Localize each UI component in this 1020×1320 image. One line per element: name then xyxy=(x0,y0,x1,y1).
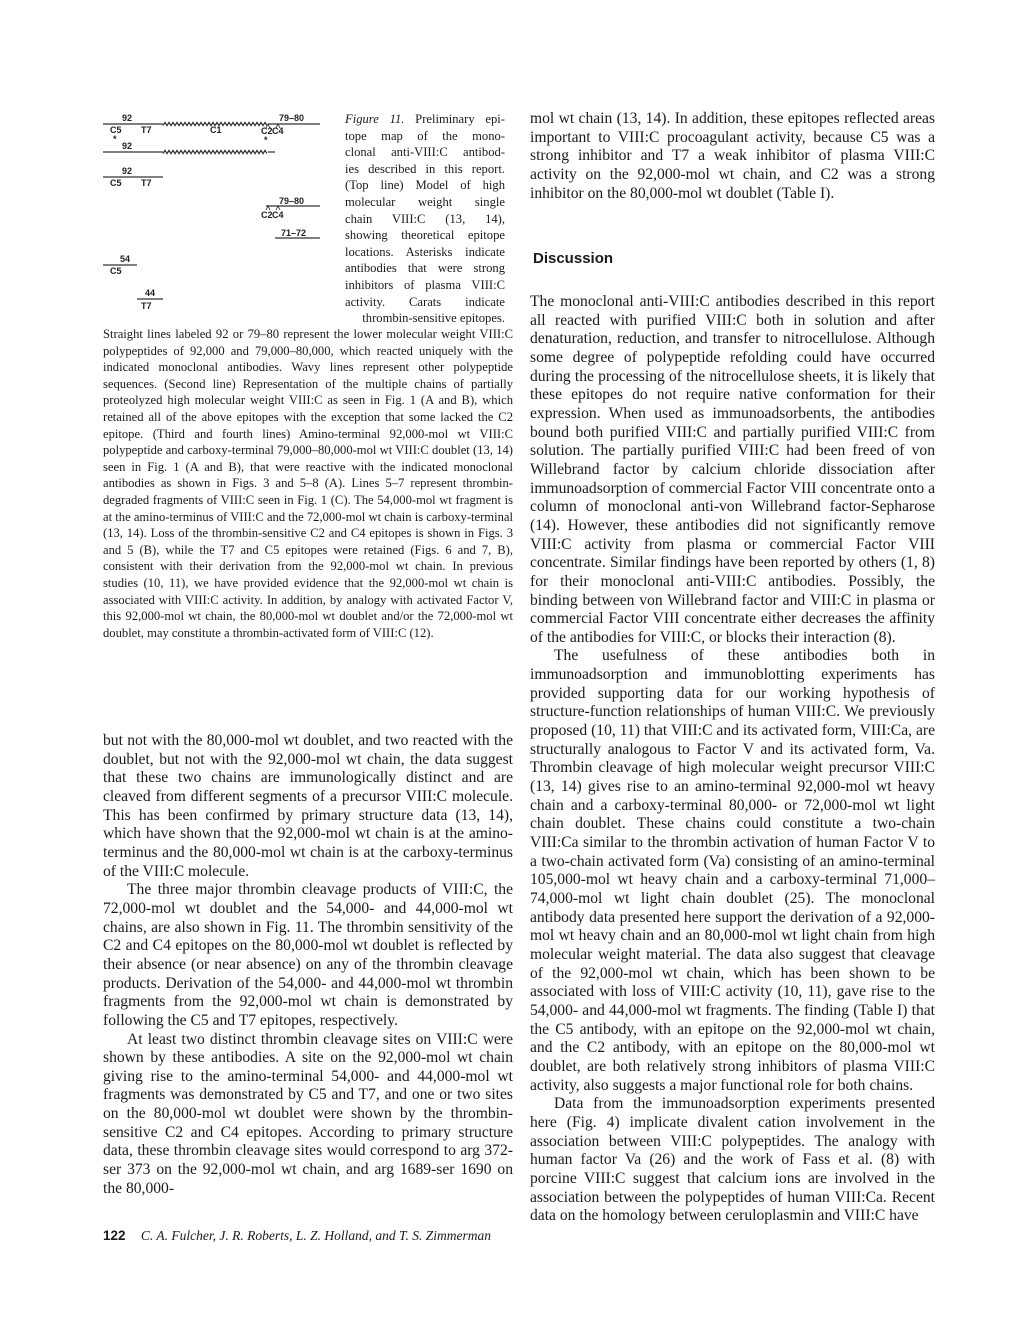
svg-text:C4: C4 xyxy=(272,210,284,220)
svg-text:C5: C5 xyxy=(110,178,122,188)
figure-caption-title: Figure 11. xyxy=(345,112,405,126)
svg-text:T7: T7 xyxy=(141,125,152,135)
section-heading-discussion: Discussion xyxy=(533,250,614,267)
page-footer xyxy=(103,1228,491,1244)
svg-text:C1: C1 xyxy=(210,125,222,135)
svg-text:79–80: 79–80 xyxy=(279,113,305,123)
paragraph: but not with the 80,000-mol wt doublet, and two reacted with the doublet, but not with the 92,000-mol wt chain, the data suggest that these two chains are immunologically distinct and are cleaved from different segments of a precursor VIII:C molecule. This has been confirmed by primary structure data (13, 14), which have shown that the 92,000-mol wt chain is at the amino-terminus and the 80,000-mol wt chain is at the carboxy-terminus of the VIII:C molecule. xyxy=(103,732,513,880)
paragraph: The monoclonal anti-VIII:C antibodies described in this report all reacted with purified VIII:C both in solution and after denaturation, reduction, and transfer to nitrocellulose. Although some degree of polypeptide refolding could have occurred during the processing of the nitrocellulose sheets, it is likely that these epitopes do not require native conformation for their expression. When used as immunoadsorbents, the antibodies bound both purified VIII:C and partially purified VIII:C from solution. The partially purified VIII:C had been freed of von Willebrand factor by calcium chloride dissociation after immunoadsorption of commercial Factor VIII concentrate onto a column of monoclonal anti-von Willebrand factor-Sepharose (14). However, these antibodies did not significantly remove VIII:C activity from plasma or commercial Factor VIII concentrate. Similar findings have been reported by others (1, 8) for their monoclonal anti-VIII:C antibodies. Possibly, the binding between von Willebrand factor and VIII:C in plasma or commercial Factor VIII concentrate either decreases the affinity of the antibodies for VIII:C, or blocks their interaction (8). xyxy=(530,293,935,646)
paragraph: At least two distinct thrombin cleavage sites on VIII:C were shown by these antibodies. A site on the 92,000-mol wt chain giving rise to the amino-terminal 54,000- and 44,000-mol wt fragments was demonstrated by C5 and T7, and one or two sites on the 80,000-mol wt doublet were shown by the thrombin-sensitive C2 and C4 epitopes. According to primary structure data, these thrombin cleavage sites would correspond to arg 372-ser 373 on the 92,000-mol wt chain, and arg 1689-ser 1690 on the 80,000- xyxy=(103,1030,513,1197)
right-column-top xyxy=(530,110,935,203)
svg-text:C5: C5 xyxy=(110,125,122,135)
svg-text:79–80: 79–80 xyxy=(279,196,305,206)
svg-text:T7: T7 xyxy=(141,178,152,188)
epitope-map-figure xyxy=(0,0,360,320)
paragraph: The three major thrombin cleavage products of VIII:C, the 72,000-mol wt doublet and the 54,000- and 44,000-mol wt chains, are also shown in Fig. 11. The thrombin sensitivity of the C2 and C4 epitopes on the 80,000-mol wt doublet is reflected by their absence (or near absence) on any of the thrombin cleavage products. Derivation of the 54,000- and 44,000-mol wt thrombin fragments from the 92,000-mol wt chain is demonstrated by following the C5 and T7 epitopes, respectively. xyxy=(103,881,513,1029)
svg-text:*: * xyxy=(113,134,117,144)
svg-text:C2: C2 xyxy=(261,126,273,136)
discussion-text xyxy=(530,293,935,1226)
left-column xyxy=(103,732,513,1198)
svg-text:71–72: 71–72 xyxy=(281,228,307,238)
paragraph: mol wt chain (13, 14). In addition, these epitopes reflected areas important to VIII:C procoagulant activity, because C5 was a strong inhibitor and T7 a weak inhibitor of plasma VIII:C activity on the 92,000-mol wt chain, and C2 was a strong inhibitor on the 80,000-mol wt doublet (Table I). xyxy=(530,110,935,202)
figure-caption-side: Figure 11. Preliminary epi- tope map of the mono- clonal anti-VIII:C antibod- ies described in this report. (Top line) Model of high molecular weight single chain VIII:C (13, 14), showing theoretical epitope locations. Asterisks indicate antibodies that were strong inhibitors of plasma VIII:C activity. Carats indicate thrombin-sensitive epitopes. xyxy=(345,112,506,326)
svg-text:*: * xyxy=(264,135,268,145)
svg-text:92: 92 xyxy=(122,166,133,176)
carat-markers xyxy=(266,124,280,210)
svg-text:C4: C4 xyxy=(272,126,284,136)
svg-text:92: 92 xyxy=(122,141,133,151)
svg-text:C5: C5 xyxy=(110,266,122,276)
svg-text:92: 92 xyxy=(122,113,133,123)
page-number: 122 xyxy=(103,1228,126,1243)
figure-caption-body: Straight lines labeled 92 or 79–80 represent the lower molecular weight VIII:C polypeptides of 92,000 and 79,000–80,000, which reacted uniquely with the indicated monoclonal antibodies. Wavy lines represent other polypeptide sequences. (Second line) Representation of the multiple chains of partially proteolyzed high molecular weight VIII:C as seen in Fig. 1 (A and B), which retained all of the above epitopes with the exception that some lacked the C2 epitope. (Third and fourth lines) Amino-terminal 92,000-mol wt VIII:C polypeptide and carboxy-terminal 79,000–80,000-mol wt VIII:C doublet (13, 14) seen in Fig. 1 (A and B), that were reactive with the indicated monoclonal antibodies as shown in Figs. 3 and 5–8 (A). Lines 5–7 represent thrombin-degraded fragments of VIII:C seen in Fig. 1 (C). The 54,000-mol wt fragment is at the amino-terminus of VIII:C and the 72,000-mol wt chain is carboxy-terminal (13, 14). Loss of the thrombin-sensitive C2 and C4 epitopes is shown in Figs. 3 and 5 (B), while the T7 and C5 epitopes were retained (Figs. 6 and 7, B), consistent with their derivation from the 92,000-mol wt chain. In previous studies (10, 11), we have provided evidence that the 92,000-mol wt chain is associated with VIII:C activity. In addition, by analogy with activated Factor V, this 92,000-mol wt chain, the 80,000-mol wt doublet and/or the 72,000-mol wt doublet, may constitute a thrombin-activated form of VIII:C (12). xyxy=(103,327,513,640)
wavy-line-2 xyxy=(163,150,267,153)
svg-text:54: 54 xyxy=(120,254,131,264)
svg-text:C2: C2 xyxy=(261,210,273,220)
asterisk-markers xyxy=(113,134,268,145)
svg-text:44: 44 xyxy=(145,288,156,298)
paragraph: The usefulness of these antibodies both in immunoadsorption and immunoblotting experiments has provided supporting data for our working hypothesis of structure-function relationships of human VIII:C. We previously proposed (10, 11) that VIII:C and its activated form, VIII:Ca, are structurally analogous to Factor V and its activated form, Va. Thrombin cleavage of high molecular weight precursor VIII:C (13, 14) gives rise to an amino-terminal 92,000-mol wt heavy chain and a carboxy-terminal 80,000- or 72,000-mol wt light chain doublet. These chains could constitute a two-chain VIII:Ca similar to the thrombin activation of human Factor V to a two-chain activated form (Va) consisting of an amino-terminal 105,000-mol wt heavy chain and a carboxy-terminal 71,000–74,000-mol wt light chain doublet (25). The monoclonal antibody data presented here support the derivation of a 92,000-mol wt heavy chain and an 80,000-mol wt light chain from high molecular weight material. The data also suggest that cleavage of the 92,000-mol wt chain, which has been shown to be associated with loss of VIII:C activity (10, 11), gave rise to the 54,000- and 44,000-mol wt fragments. The finding (Table I) that the C5 antibody, with an epitope on the 92,000-mol wt chain, and the C2 antibody, with an epitope on the 80,000-mol wt doublet, are both relatively strong inhibitors of plasma VIII:C activity, also suggests a major functional role for both chains. xyxy=(530,647,935,1094)
epitope-labels xyxy=(110,113,306,311)
paragraph: Data from the immunoadsorption experiments presented here (Fig. 4) implicate divalent cation involvement in the association between VIII:C polypeptides. The analogy with human factor Va (26) and the work of Fass et al. (8) with porcine VIII:C suggest that calcium ions are involved in the association between the polypeptides of human VIII:Ca. Recent data on the homology between ceruloplasmin and VIII:C have xyxy=(530,1095,935,1225)
running-authors: C. A. Fulcher, J. R. Roberts, L. Z. Holland, and T. S. Zimmerman xyxy=(140,1228,492,1243)
svg-text:T7: T7 xyxy=(141,301,152,311)
